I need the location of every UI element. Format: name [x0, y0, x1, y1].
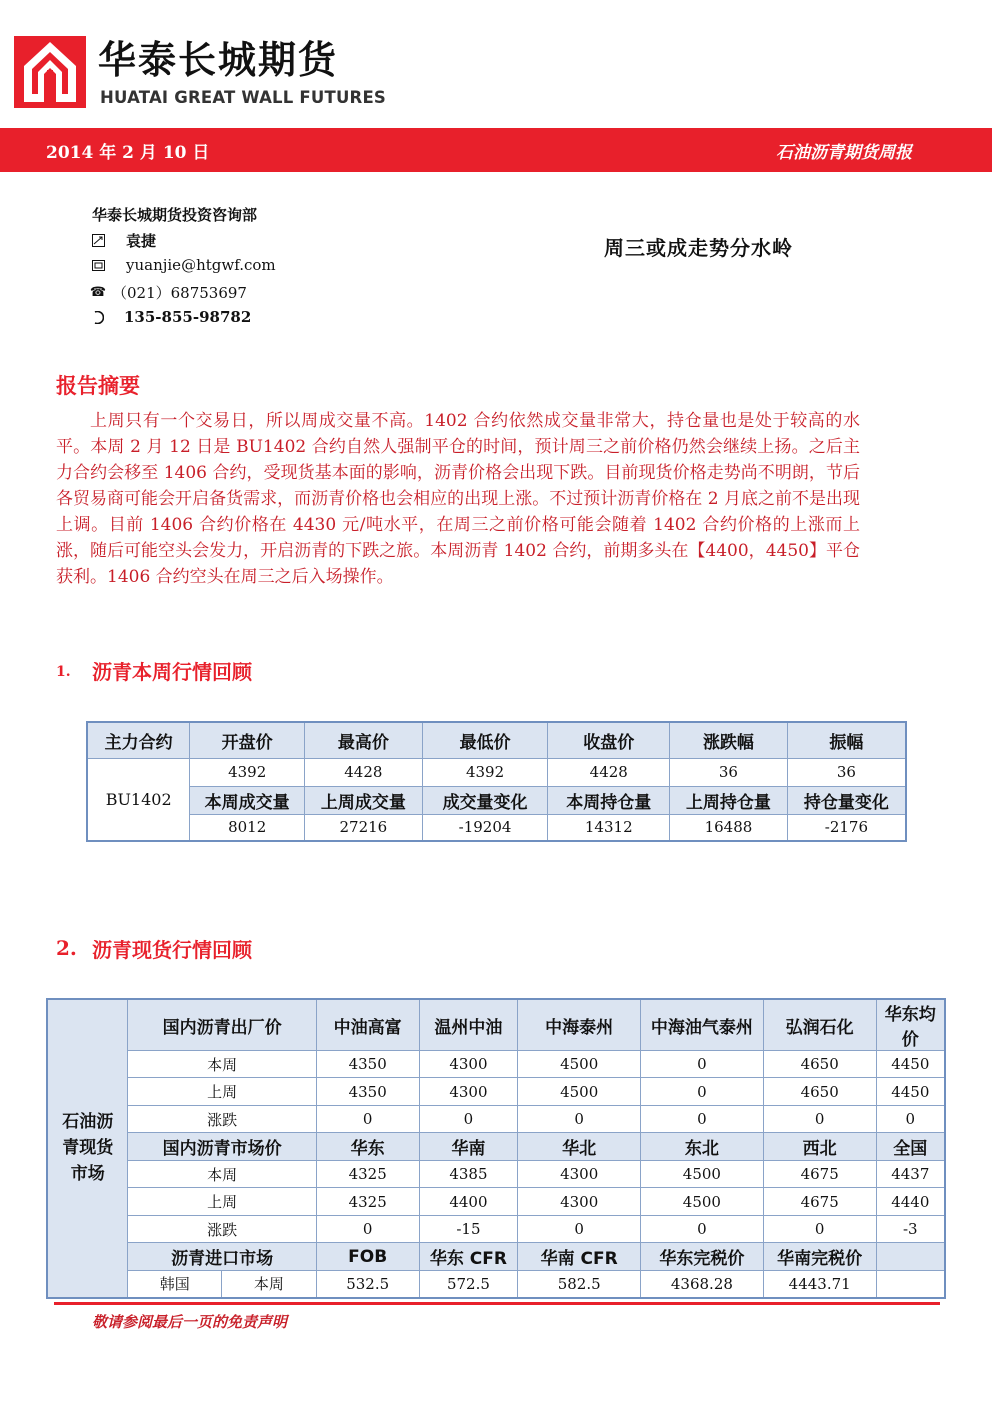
brand-name-en: HUATAI GREAT WALL FUTURES [100, 88, 387, 107]
table-row [47, 1133, 945, 1161]
table-cell: 4400 [419, 1188, 518, 1216]
header-band [0, 128, 992, 172]
table-header-cell: 华东完税价 [641, 1243, 764, 1271]
author-email[interactable]: yuanjie@htgwf.com [126, 256, 276, 274]
table-header-cell: 华北 [518, 1133, 641, 1161]
table-header-cell: 东北 [641, 1133, 764, 1161]
table-row [87, 786, 906, 814]
table-cell: 4350 [316, 1078, 419, 1106]
author-phone-row [90, 282, 247, 303]
table-header-cell: 主力合约 [87, 722, 190, 758]
table-header-cell: 西北 [763, 1133, 876, 1161]
table-header-cell: 成交量变化 [422, 786, 548, 814]
table-header-cell: 收盘价 [548, 722, 670, 758]
author-mobile: 135-855-98782 [124, 308, 252, 326]
table-cell: 27216 [305, 814, 423, 841]
table-cell: -15 [419, 1216, 518, 1243]
table-cell: 0 [316, 1106, 419, 1133]
section1-number: 1. [56, 664, 71, 680]
section1-title: 沥青本周行情回顾 [92, 660, 252, 684]
table-cell: 4675 [763, 1161, 876, 1188]
table-cell: 0 [876, 1106, 945, 1133]
table-row [47, 1216, 945, 1243]
futures-weekly-table [86, 721, 907, 842]
table-cell: 0 [316, 1216, 419, 1243]
table-cell: 涨跌 [128, 1216, 316, 1243]
mail-icon [90, 257, 106, 273]
table-row [47, 1271, 945, 1298]
summary-text: 上周只有一个交易日，所以周成交量不高。1402 合约依然成交量非常大，持仓量也是处于较高的水平。本周 2 月 12 日是 BU1402 合约自然人强制平仓的时间，预计周三之前价格仍然会继续上扬。之后主力合约会移至 1406 合约，受现货基本面的影响，沥青价格会出现下跌。目前现货价格走势尚不明朗，节后各贸易商可能会开启备货需求，而沥青价格也会相应的出现上涨。不过预计沥青价格在 2 月底之前不是出现上调。目前 1406 合约价格在 4430 元/吨水平，在周三之前价格可能会随着 1402 合约价格的上涨而上涨，随后可能空头会发力，开启沥青的下跌之旅。本周沥青 1402 合约，前期多头在【4400，4450】平仓获利。1406 合约空头在周三之后入场操作。 [56, 411, 860, 587]
table-cell: 0 [641, 1106, 764, 1133]
table-cell: 36 [787, 758, 906, 786]
table-cell: 上周 [128, 1188, 316, 1216]
envelope-icon [90, 233, 106, 249]
table-header-cell [876, 1243, 945, 1271]
table-row [47, 1106, 945, 1133]
table-header-cell: 振幅 [787, 722, 906, 758]
author-name: 袁捷 [126, 232, 157, 250]
table-cell: -19204 [422, 814, 548, 841]
table-cell: 4650 [763, 1078, 876, 1106]
table-header-cell: 上周成交量 [305, 786, 423, 814]
table-cell: 532.5 [316, 1271, 419, 1298]
table-cell: 0 [518, 1106, 641, 1133]
table-header-cell: 持仓量变化 [787, 786, 906, 814]
table-header-cell: 涨跌幅 [670, 722, 788, 758]
table-cell: 4300 [419, 1051, 518, 1078]
huatai-logo-icon [14, 36, 86, 108]
summary-title: 报告摘要 [56, 373, 140, 398]
table-cell: 14312 [548, 814, 670, 841]
table-header-cell: 华南完税价 [763, 1243, 876, 1271]
table-header-cell: 华南 CFR [518, 1243, 641, 1271]
table-cell: 本周 [128, 1161, 316, 1188]
table-cell: 4443.71 [763, 1271, 876, 1298]
table-cell: 0 [641, 1078, 764, 1106]
table-cell: 4325 [316, 1161, 419, 1188]
table-header-cell: 最低价 [422, 722, 548, 758]
table-row [47, 1188, 945, 1216]
table-cell: 本周 [128, 1051, 316, 1078]
table-cell: 4392 [422, 758, 548, 786]
table-cell: 4500 [641, 1161, 764, 1188]
table-cell: 4428 [305, 758, 423, 786]
table-cell: 4428 [548, 758, 670, 786]
table-cell: 0 [763, 1216, 876, 1243]
table-header-cell: 沥青进口市场 [128, 1243, 316, 1271]
table-cell: 4437 [876, 1161, 945, 1188]
table-cell [876, 1271, 945, 1298]
table-cell: 0 [641, 1216, 764, 1243]
table-cell: 涨跌 [128, 1106, 316, 1133]
spot-market-side-label: 石油沥青现货市场 [47, 999, 128, 1298]
table-header-cell: 中油高富 [316, 999, 419, 1051]
table-cell: 4392 [190, 758, 305, 786]
contract-code: BU1402 [87, 758, 190, 841]
table-cell: 上周 [128, 1078, 316, 1106]
table-cell: -2176 [787, 814, 906, 841]
table-cell: 4500 [641, 1188, 764, 1216]
footer-divider [54, 1302, 940, 1305]
table-header-cell: 华南 [419, 1133, 518, 1161]
table-cell: 4500 [518, 1078, 641, 1106]
author-name-row [90, 230, 156, 251]
table-cell: 0 [641, 1051, 764, 1078]
report-headline: 周三或成走势分水岭 [604, 236, 793, 260]
table-cell: 36 [670, 758, 788, 786]
section2-title: 沥青现货行情回顾 [92, 938, 252, 962]
report-type: 石油沥青期货周报 [776, 143, 912, 163]
table-row [47, 1078, 945, 1106]
table-row [87, 814, 906, 841]
disclaimer-note: 敬请参阅最后一页的免责声明 [92, 1313, 288, 1331]
table-header-cell: 开盘价 [190, 722, 305, 758]
table-row [87, 758, 906, 786]
section2-number: 2. [56, 936, 77, 960]
table-row [47, 1161, 945, 1188]
table-cell: 8012 [190, 814, 305, 841]
table-header-cell: 上周持仓量 [670, 786, 788, 814]
table-header-cell: 弘润石化 [763, 999, 876, 1051]
table-cell: 582.5 [518, 1271, 641, 1298]
table-cell: 4440 [876, 1188, 945, 1216]
table-row [47, 1051, 945, 1078]
table-row [87, 722, 906, 758]
table-cell: 0 [518, 1216, 641, 1243]
table-header-cell: 华东 CFR [419, 1243, 518, 1271]
table-cell: 4450 [876, 1051, 945, 1078]
table-header-cell: 本周成交量 [190, 786, 305, 814]
table-header-cell: 华东均价 [876, 999, 945, 1051]
table-cell: 4325 [316, 1188, 419, 1216]
mobile-icon [90, 309, 106, 325]
author-phone: （021）68753697 [112, 284, 247, 302]
table-header-cell: FOB [316, 1243, 419, 1271]
table-cell: 韩国 [128, 1271, 222, 1298]
table-cell: 4300 [518, 1161, 641, 1188]
table-cell: 4675 [763, 1188, 876, 1216]
table-header-cell: 全国 [876, 1133, 945, 1161]
table-header-cell: 温州中油 [419, 999, 518, 1051]
table-cell: 4500 [518, 1051, 641, 1078]
brand-name-cn: 华泰长城期货 [98, 38, 339, 82]
table-cell: -3 [876, 1216, 945, 1243]
table-header-cell: 最高价 [305, 722, 423, 758]
table-cell: 0 [419, 1106, 518, 1133]
department-name: 华泰长城期货投资咨询部 [92, 206, 258, 224]
table-row [47, 1243, 945, 1271]
table-cell: 4300 [419, 1078, 518, 1106]
author-email-row [90, 256, 276, 274]
table-row [47, 999, 945, 1051]
table-header-cell: 中海油气泰州 [641, 999, 764, 1051]
table-cell: 0 [763, 1106, 876, 1133]
table-header-cell: 本周持仓量 [548, 786, 670, 814]
table-header-cell: 中海泰州 [518, 999, 641, 1051]
author-mobile-row [90, 308, 251, 326]
table-cell: 4368.28 [641, 1271, 764, 1298]
table-header-cell: 国内沥青出厂价 [128, 999, 316, 1051]
table-cell: 4300 [518, 1188, 641, 1216]
table-header-cell: 华东 [316, 1133, 419, 1161]
table-cell: 本周 [222, 1271, 317, 1298]
table-cell: 4350 [316, 1051, 419, 1078]
spot-market-table [46, 998, 946, 1299]
report-date: 2014 年 2 月 10 日 [46, 143, 210, 163]
telephone-icon: ☎ [89, 285, 107, 300]
table-cell: 16488 [670, 814, 788, 841]
table-cell: 572.5 [419, 1271, 518, 1298]
table-header-cell: 国内沥青市场价 [128, 1133, 316, 1161]
table-cell: 4650 [763, 1051, 876, 1078]
table-cell: 4450 [876, 1078, 945, 1106]
table-cell: 4385 [419, 1161, 518, 1188]
